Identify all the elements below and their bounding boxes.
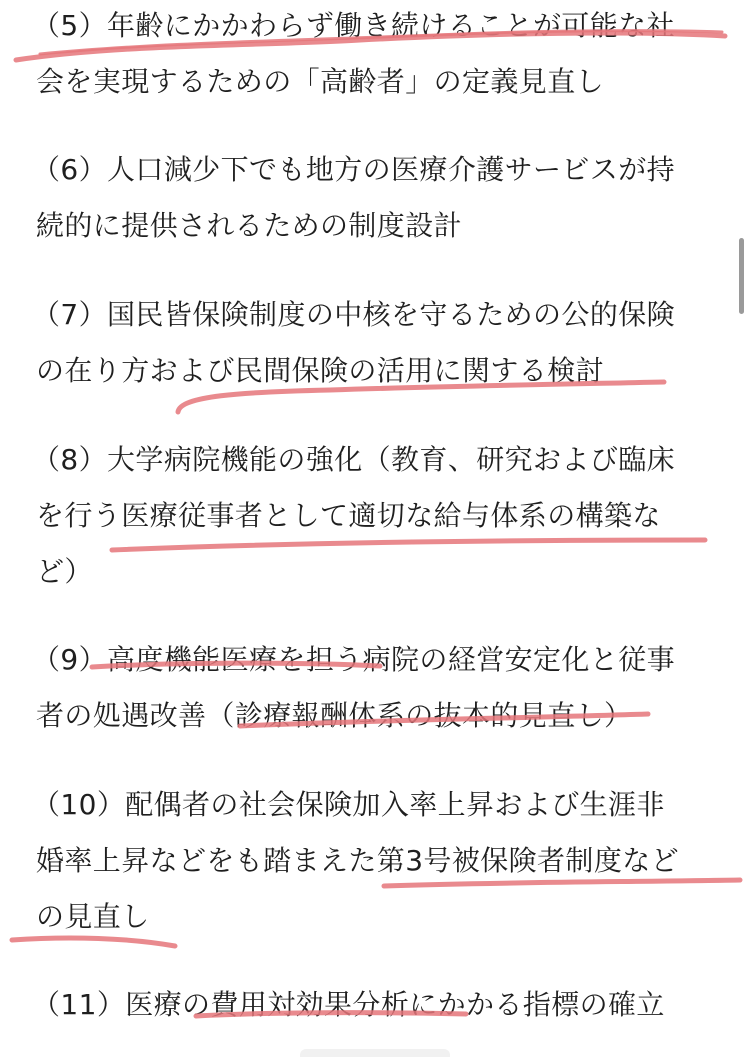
underline-item-8 [112, 540, 705, 550]
item-10-line-2: 婚率上昇などをも踏まえた第3号被保険者制度など [36, 844, 680, 877]
item-9-line-2: 者の処遇改善（診療報酬体系の抜本的見直し） [36, 699, 633, 732]
item-8-line-1: （8）大学病院機能の強化（教育、研究および臨床 [32, 443, 676, 476]
bottom-edge-shadow [300, 1049, 450, 1057]
item-11-line-1: （11）医療の費用対効果分析にかかる指標の確立 [32, 988, 665, 1021]
item-5-line-1: （5）年齢にかかわらず働き続けることが可能な社 [32, 9, 676, 42]
scrollbar[interactable] [739, 238, 744, 314]
item-7-line-1: （7）国民皆保険制度の中核を守るための公的保険 [32, 298, 676, 331]
item-5-line-2: 会を実現するための「高齢者」の定義見直し [36, 65, 605, 98]
item-9-line-1: （9）高度機能医療を担う病院の経営安定化と従事 [32, 643, 676, 676]
item-8-line-3: ど） [36, 555, 93, 588]
item-6-line-2: 続的に提供されるための制度設計 [36, 209, 463, 242]
item-10-line-1: （10）配偶者の社会保険加入率上昇および生涯非 [32, 788, 665, 821]
item-6-line-1: （6）人口減少下でも地方の医療介護サービスが持 [32, 153, 676, 186]
item-10-line-3: の見直し [36, 900, 150, 933]
underline-item-10-line-3 [12, 938, 175, 946]
item-8-line-2: を行う医療従事者として適切な給与体系の構築な [36, 499, 661, 532]
item-7-line-2: の在り方および民間保険の活用に関する検討 [36, 354, 605, 387]
